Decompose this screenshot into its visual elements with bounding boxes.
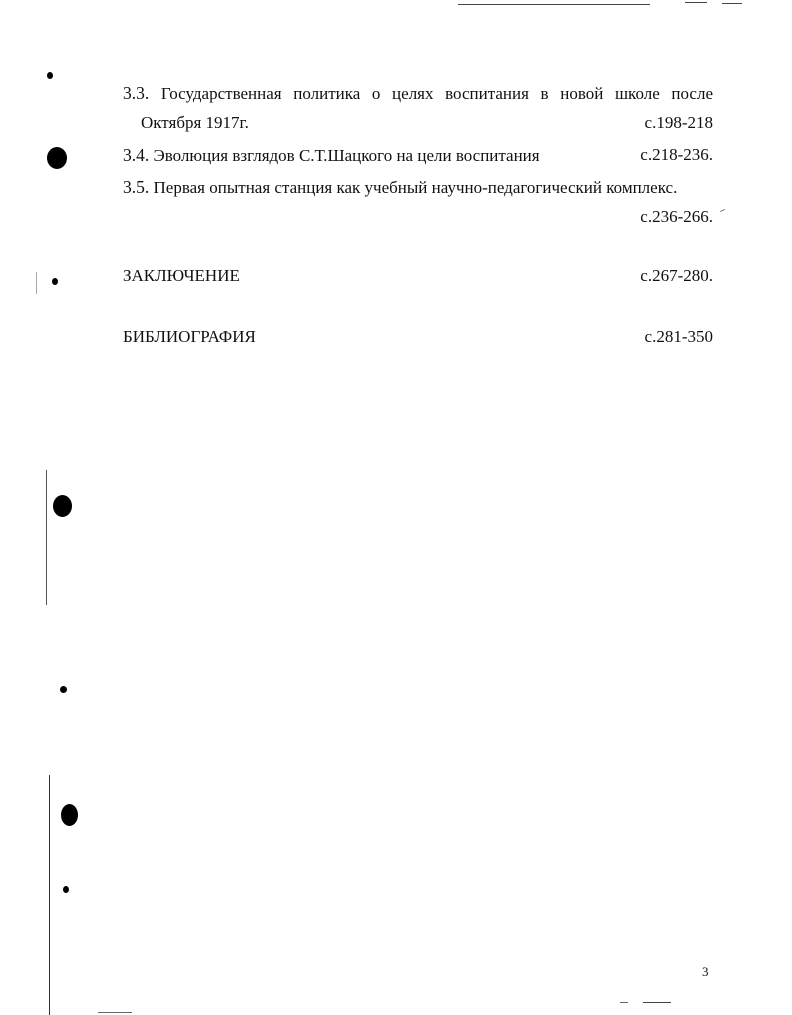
- binder-hole: [61, 804, 78, 826]
- toc-item-number: 3.5.: [123, 177, 150, 197]
- scan-artifact-margin-line: [49, 775, 50, 1015]
- scan-artifact-dot: [60, 686, 67, 693]
- scan-artifact-dot: [52, 278, 58, 285]
- toc-item-pages: с.236-266.: [640, 207, 713, 226]
- scan-artifact-top-rule: [458, 4, 650, 5]
- scan-artifact-margin-line-faint: [36, 272, 37, 294]
- scan-artifact-dot: [47, 72, 53, 79]
- scan-artifact-margin-line: [46, 470, 47, 605]
- toc-item-3-3-line2: [141, 112, 713, 134]
- scan-artifact-tick: [720, 209, 725, 212]
- toc-item-3-3-line1: [123, 82, 713, 105]
- scan-artifact-bottom-rule: [643, 1002, 671, 1003]
- toc-item-3-4: [123, 144, 713, 167]
- toc-item-title: Государственная политика о целях воспитания в новой школе после: [160, 84, 713, 103]
- toc-item-3-5: [123, 176, 713, 199]
- toc-item-title: БИБЛИОГРАФИЯ: [123, 327, 256, 346]
- page-number: 3: [702, 964, 709, 979]
- toc-item-title: ЗАКЛЮЧЕНИЕ: [123, 266, 240, 285]
- toc-bibliography: [123, 326, 713, 348]
- toc-item-pages: с.218-236.: [640, 145, 713, 164]
- toc-item-title: Первая опытная станция как учебный научно-педагогический комплекс.: [153, 178, 678, 197]
- toc-item-pages: с.198-218: [644, 113, 713, 132]
- toc-item-title-continued: Октября 1917г.: [141, 113, 249, 132]
- binder-hole: [47, 147, 67, 169]
- toc-item-number: 3.3.: [123, 83, 150, 103]
- scan-artifact-bottom-rule: [98, 1012, 132, 1013]
- scan-artifact-top-rule-short: [685, 2, 707, 3]
- scan-artifact-top-rule-right: [722, 3, 742, 4]
- scan-artifact-dot: [63, 886, 69, 893]
- toc-item-pages: с.281-350: [644, 327, 713, 346]
- binder-hole: [53, 495, 72, 517]
- scan-artifact-bottom-rule: [620, 1002, 628, 1003]
- toc-item-title: Эволюция взглядов С.Т.Шацкого на цели воспитания: [153, 146, 540, 165]
- toc-conclusion: [123, 265, 713, 287]
- toc-item-pages: с.267-280.: [640, 266, 713, 285]
- toc-item-number: 3.4.: [123, 145, 150, 165]
